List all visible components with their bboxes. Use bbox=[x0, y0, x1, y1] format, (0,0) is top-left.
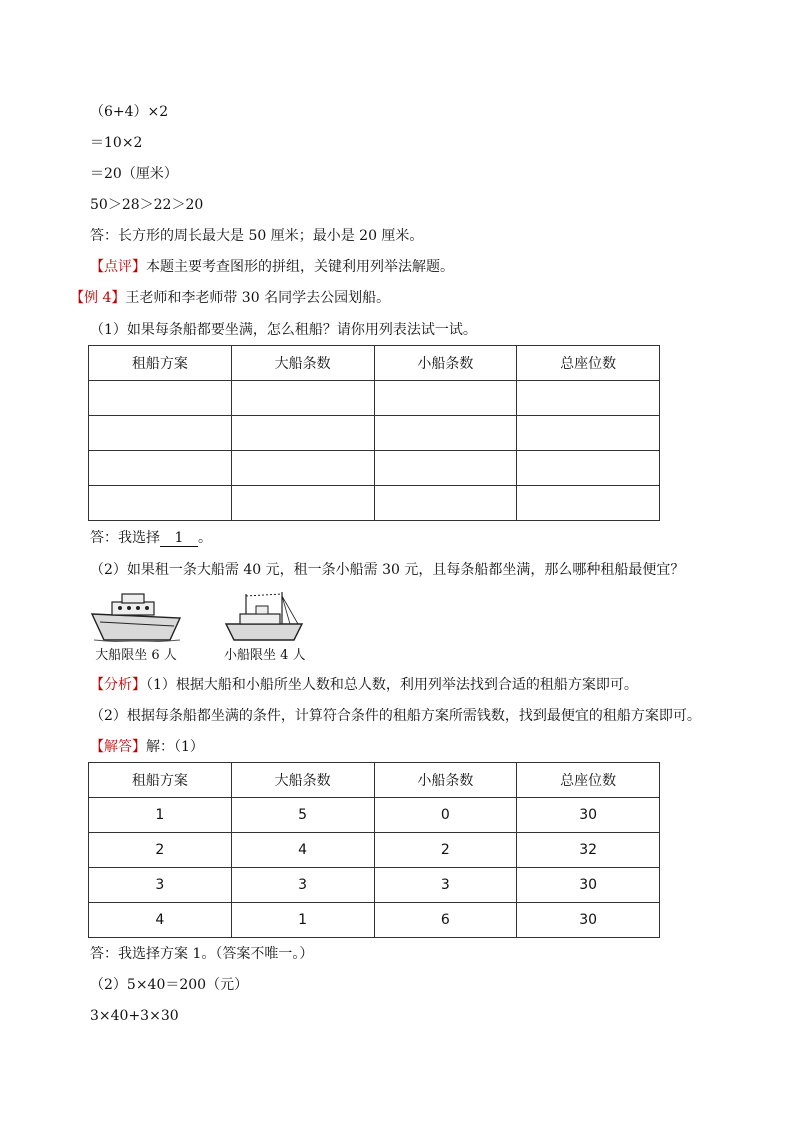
analysis-line-2: （2）根据每条船都坐满的条件，计算符合条件的租船方案所需钱数，找到最便宜的租船方案即可。 bbox=[90, 708, 701, 724]
cell-seats: 30 bbox=[517, 798, 660, 833]
small-boat-caption: 小船限坐 4 人 bbox=[224, 648, 306, 663]
answer-blank[interactable]: 1 bbox=[160, 530, 198, 547]
table-cell[interactable] bbox=[374, 486, 517, 521]
cell-seats: 30 bbox=[517, 903, 660, 938]
big-boat-icon bbox=[90, 590, 182, 642]
table-cell[interactable] bbox=[89, 451, 232, 486]
table-cell[interactable] bbox=[374, 416, 517, 451]
example-tag: 【例 4】 bbox=[70, 290, 126, 306]
analysis-text-1: （1）根据大船和小船所坐人数和总人数，利用列举法找到合适的租船方案即可。 bbox=[146, 677, 638, 693]
cell-small: 2 bbox=[374, 833, 517, 868]
table-row bbox=[89, 798, 660, 833]
cell-plan: 4 bbox=[89, 903, 232, 938]
analysis-line-1 bbox=[90, 675, 638, 695]
question-1: （1）如果每条船都要坐满，怎么租船？请你用列表法试一试。 bbox=[90, 322, 477, 338]
cell-big: 3 bbox=[231, 868, 374, 903]
header-big: 大船条数 bbox=[231, 346, 374, 381]
answer-2: 答：我选择方案 1。（答案不唯一。） bbox=[90, 946, 314, 962]
table-row bbox=[89, 416, 660, 451]
cell-seats: 30 bbox=[517, 868, 660, 903]
table-cell[interactable] bbox=[89, 416, 232, 451]
table-row bbox=[89, 903, 660, 938]
table-cell[interactable] bbox=[231, 451, 374, 486]
table-cell[interactable] bbox=[231, 381, 374, 416]
cell-small: 6 bbox=[374, 903, 517, 938]
big-boat-caption: 大船限坐 6 人 bbox=[95, 648, 177, 663]
review-tag: 【点评】 bbox=[90, 259, 146, 275]
table-row bbox=[89, 451, 660, 486]
header-plan: 租船方案 bbox=[89, 763, 232, 798]
cell-plan: 3 bbox=[89, 868, 232, 903]
review-line bbox=[90, 257, 454, 277]
plan-table bbox=[88, 762, 660, 938]
table-header-row bbox=[89, 346, 660, 381]
header-plan: 租船方案 bbox=[89, 346, 232, 381]
header-small: 小船条数 bbox=[374, 763, 517, 798]
table-cell[interactable] bbox=[374, 381, 517, 416]
cell-big: 4 bbox=[231, 833, 374, 868]
intro-line-2: ＝10×2 bbox=[90, 135, 143, 151]
header-seats: 总座位数 bbox=[517, 346, 660, 381]
question-2: （2）如果租一条大船需 40 元，租一条小船需 30 元，且每条船都坐满，那么哪种租船最便宜？ bbox=[90, 562, 685, 578]
table-cell[interactable] bbox=[517, 381, 660, 416]
empty-plan-table bbox=[88, 345, 660, 521]
table-row bbox=[89, 868, 660, 903]
cell-small: 0 bbox=[374, 798, 517, 833]
table-cell[interactable] bbox=[517, 486, 660, 521]
solution-tag: 【解答】 bbox=[90, 739, 146, 755]
table-cell[interactable] bbox=[517, 416, 660, 451]
table-cell[interactable] bbox=[231, 416, 374, 451]
intro-line-4: 50＞28＞22＞20 bbox=[90, 197, 204, 213]
table-cell[interactable] bbox=[89, 486, 232, 521]
cell-plan: 1 bbox=[89, 798, 232, 833]
cell-plan: 2 bbox=[89, 833, 232, 868]
small-boat-figure bbox=[224, 590, 306, 663]
table-row bbox=[89, 833, 660, 868]
example-line bbox=[70, 288, 390, 308]
analysis-tag: 【分析】 bbox=[90, 677, 146, 693]
review-text: 本题主要考查图形的拼组，关键利用列举法解题。 bbox=[146, 259, 454, 275]
table-row bbox=[89, 486, 660, 521]
cell-big: 5 bbox=[231, 798, 374, 833]
small-boat-icon bbox=[224, 590, 304, 642]
cell-big: 1 bbox=[231, 903, 374, 938]
answer-suffix: 。 bbox=[198, 530, 212, 546]
header-big: 大船条数 bbox=[231, 763, 374, 798]
answer-prefix: 答：我选择 bbox=[90, 530, 160, 546]
cell-seats: 32 bbox=[517, 833, 660, 868]
header-seats: 总座位数 bbox=[517, 763, 660, 798]
answer-line bbox=[90, 528, 212, 548]
intro-answer: 答：长方形的周长最大是 50 厘米；最小是 20 厘米。 bbox=[90, 228, 424, 244]
table-cell[interactable] bbox=[89, 381, 232, 416]
table-cell[interactable] bbox=[374, 451, 517, 486]
table-row bbox=[89, 381, 660, 416]
table-header-row bbox=[89, 763, 660, 798]
table-cell[interactable] bbox=[517, 451, 660, 486]
intro-line-3: ＝20（厘米） bbox=[90, 166, 178, 182]
calc-line-1: （2）5×40＝200（元） bbox=[90, 977, 249, 993]
big-boat-figure bbox=[90, 590, 182, 663]
header-small: 小船条数 bbox=[374, 346, 517, 381]
example-text: 王老师和李老师带 30 名同学去公园划船。 bbox=[125, 290, 391, 306]
calc-line-2: 3×40+3×30 bbox=[90, 1008, 179, 1024]
table-cell[interactable] bbox=[231, 486, 374, 521]
cell-small: 3 bbox=[374, 868, 517, 903]
intro-line-1: （6+4）×2 bbox=[90, 104, 169, 120]
solution-text: 解：（1） bbox=[146, 739, 204, 755]
solution-line bbox=[90, 737, 204, 757]
